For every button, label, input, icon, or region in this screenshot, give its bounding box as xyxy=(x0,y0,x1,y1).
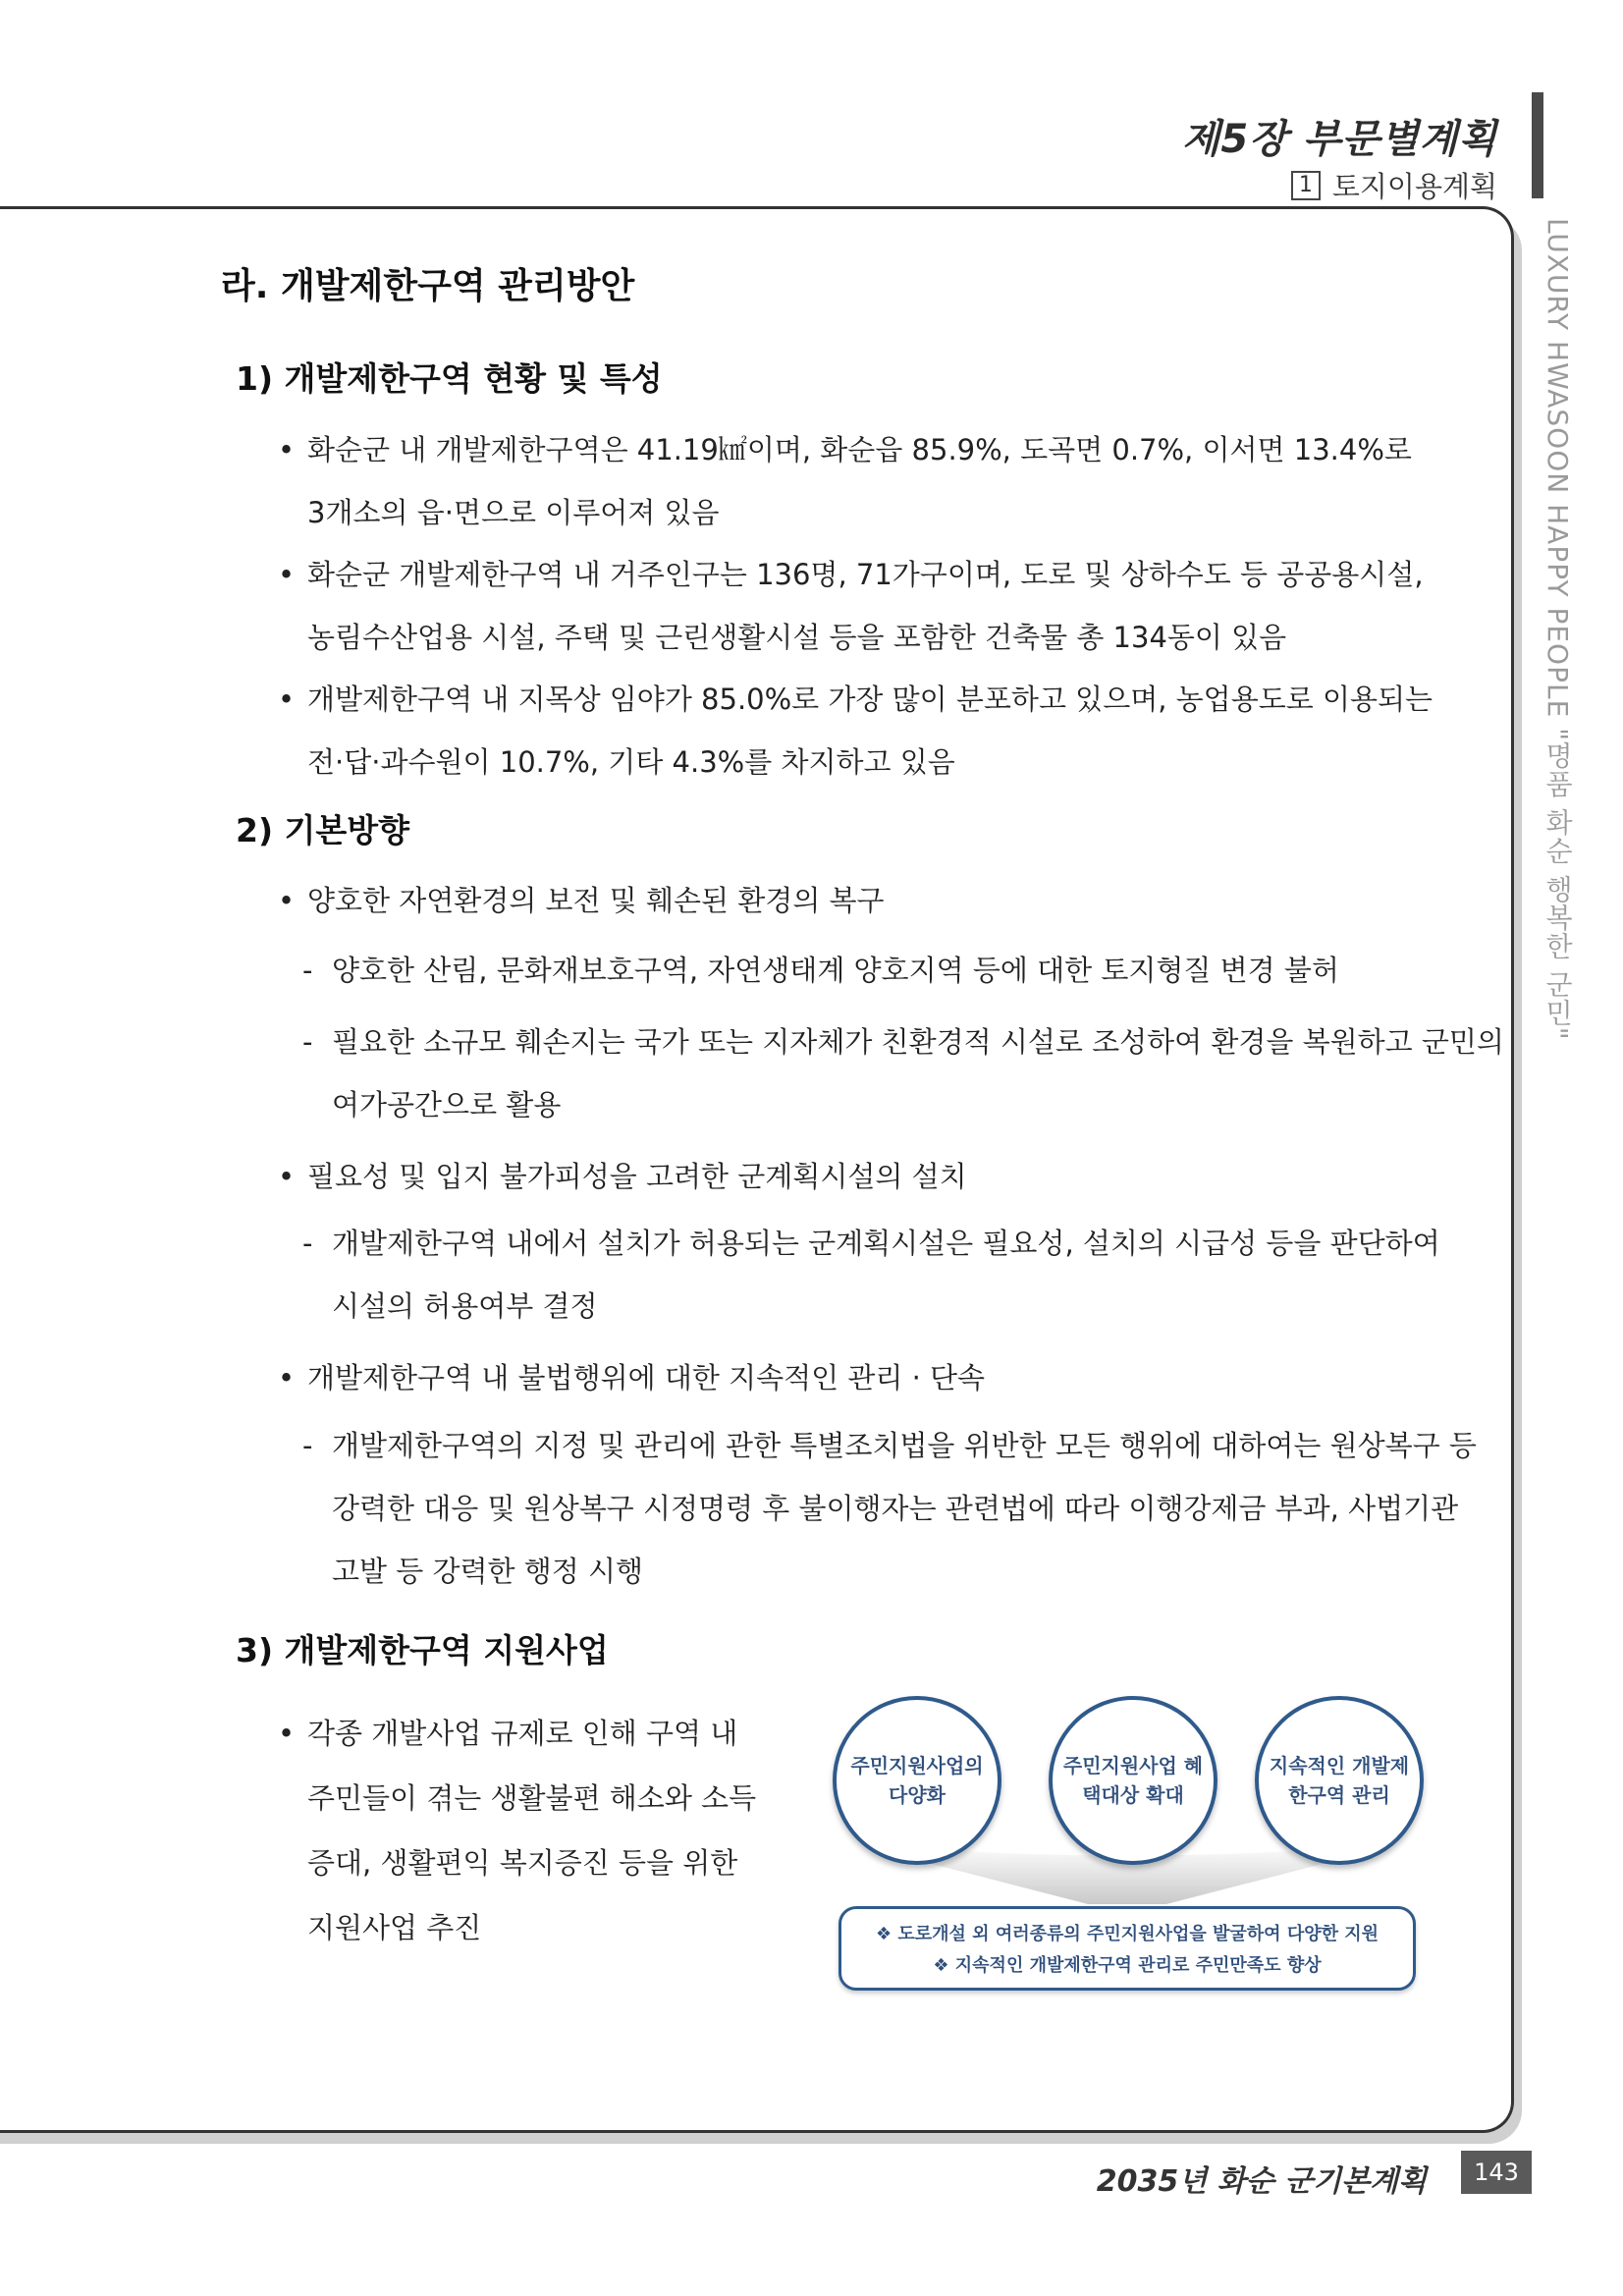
list-item-line: 3개소의 읍·면으로 이루어져 있음 xyxy=(307,496,720,529)
sub-item xyxy=(302,1414,1477,1603)
list-item-line: 주민들이 겪는 생활불편 해소와 소득 xyxy=(307,1781,757,1815)
list-item xyxy=(278,1145,967,1208)
sub-item xyxy=(302,939,1339,1002)
chapter-title: 제5장 부문별계획 xyxy=(1181,117,1497,162)
goal-circle xyxy=(833,1696,1001,1865)
section-heading-3: 3) 개발제한구역 지원사업 xyxy=(236,1631,609,1669)
list-item xyxy=(278,869,885,932)
page-number: 143 xyxy=(1461,2151,1532,2194)
dash-marker: - xyxy=(302,1025,313,1059)
sub-item xyxy=(302,1011,1504,1136)
section-heading-2: 2) 기본방향 xyxy=(236,811,410,849)
sub-item-line: 양호한 산림, 문화재보호구역, 자연생태계 양호지역 등에 대한 토지형질 변경 불허 xyxy=(332,954,1339,987)
sub-item xyxy=(302,1212,1440,1338)
result-line: ❖ 도로개설 외 여러종류의 주민지원사업을 발굴하여 다양한 지원 xyxy=(875,1924,1380,1944)
chapter-accent-bar xyxy=(1532,92,1543,198)
list-item-line: 증대, 생활편익 복지증진 등을 위한 xyxy=(307,1846,738,1880)
goal-circle-text: 주민지원사업의 다양화 xyxy=(850,1754,984,1807)
list-item-line: 개발제한구역 내 불법행위에 대한 지속적인 관리 · 단속 xyxy=(307,1361,986,1394)
list-item xyxy=(278,668,1433,793)
result-box xyxy=(839,1906,1416,1991)
bullet-icon: • xyxy=(278,884,296,917)
main-heading: 라. 개발제한구역 관리방안 xyxy=(221,266,635,306)
sub-item-line: 필요한 소규모 훼손지는 국가 또는 지자체가 친환경적 시설로 조성하여 환경을 복원하고 군민의 xyxy=(332,1025,1504,1059)
side-slogan xyxy=(1532,218,1575,1053)
list-item xyxy=(278,543,1424,669)
list-item-line: 농림수산업용 시설, 주택 및 근린생활시설 등을 포함한 건축물 총 134동이 있음 xyxy=(307,621,1287,654)
footer-title: 2035년 화순 군기본계획 xyxy=(1096,2164,1427,2199)
bullet-icon: • xyxy=(278,1717,296,1750)
bullet-icon: • xyxy=(278,683,296,716)
goal-circle xyxy=(1255,1696,1424,1865)
dash-marker: - xyxy=(302,1227,313,1260)
bullet-icon: • xyxy=(278,1361,296,1394)
section-tag xyxy=(1291,165,1497,205)
list-item xyxy=(278,1701,756,1960)
sub-item-line: 개발제한구역 내에서 설치가 허용되는 군계획시설은 필요성, 설치의 시급성 등을 판단하여 xyxy=(332,1227,1440,1260)
goal-circle xyxy=(1049,1696,1217,1865)
bullet-icon: • xyxy=(278,433,296,466)
section-number: 1 xyxy=(1291,171,1321,200)
sub-item-line: 개발제한구역의 지정 및 관리에 관한 특별조치법을 위반한 모든 행위에 대하여는 원상복구 등 xyxy=(332,1429,1477,1462)
dash-marker: - xyxy=(302,954,313,987)
section-heading-1: 1) 개발제한구역 현황 및 특성 xyxy=(236,359,663,398)
list-item-line: 화순군 개발제한구역 내 거주인구는 136명, 71가구이며, 도로 및 상하수도 등 공공용시설, xyxy=(307,558,1424,591)
section-title: 토지이용계획 xyxy=(1331,170,1497,203)
list-item-line: 지원사업 추진 xyxy=(307,1911,482,1944)
list-item-line: 각종 개발사업 규제로 인해 구역 내 xyxy=(307,1717,738,1750)
list-item xyxy=(278,1346,985,1409)
list-item xyxy=(278,418,1412,544)
list-item-line: 양호한 자연환경의 보전 및 훼손된 환경의 복구 xyxy=(307,884,885,917)
goal-circle-text: 주민지원사업 혜택대상 확대 xyxy=(1062,1754,1204,1807)
sub-item-line: 시설의 허용여부 결정 xyxy=(332,1289,598,1323)
sub-item-line: 고발 등 강력한 행정 시행 xyxy=(332,1555,644,1588)
dash-marker: - xyxy=(302,1429,313,1462)
sub-item-line: 강력한 대응 및 원상복구 시정명령 후 불이행자는 관련법에 따라 이행강제금 부과, 사법기관 xyxy=(332,1492,1459,1525)
result-line: ❖ 지속적인 개발제한구역 관리로 주민만족도 향상 xyxy=(933,1955,1322,1976)
side-slogan-text: LUXURY HWASOON HAPPY PEOPLE "명품 화순 행복한 군민" xyxy=(1542,218,1574,1041)
goal-circle-text: 지속적인 개발제한구역 관리 xyxy=(1269,1754,1410,1807)
bullet-icon: • xyxy=(278,1160,296,1193)
list-item-line: 개발제한구역 내 지목상 임야가 85.0%로 가장 많이 분포하고 있으며, 농업용도로 이용되는 xyxy=(307,683,1434,716)
list-item-line: 전·답·과수원이 10.7%, 기타 4.3%를 차지하고 있음 xyxy=(307,745,955,779)
support-program-diagram xyxy=(833,1696,1422,2010)
list-item-line: 필요성 및 입지 불가피성을 고려한 군계획시설의 설치 xyxy=(307,1160,967,1193)
bullet-icon: • xyxy=(278,558,296,591)
sub-item-line: 여가공간으로 활용 xyxy=(332,1088,562,1121)
list-item-line: 화순군 내 개발제한구역은 41.19㎢이며, 화순읍 85.9%, 도곡면 0.7%, 이서면 13.4%로 xyxy=(307,433,1412,466)
